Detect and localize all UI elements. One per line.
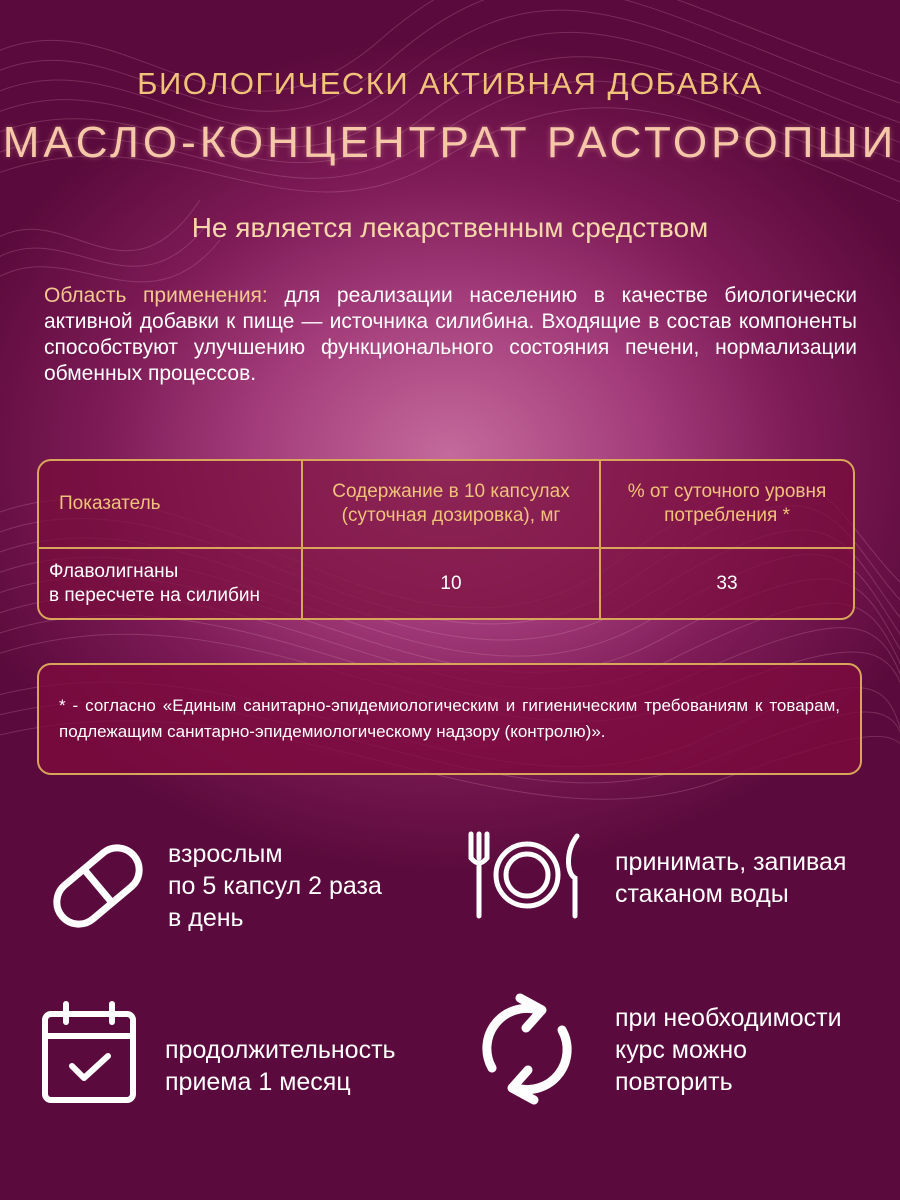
dosage-text: взрослым по 5 капсул 2 раза в день xyxy=(168,840,382,932)
cell-daily-percent: 33 xyxy=(599,549,853,618)
repeat-arrows-icon xyxy=(468,990,586,1108)
header-daily-percent: % от суточного уровня потребления * xyxy=(599,461,853,547)
header-indicator: Показатель xyxy=(59,493,161,514)
cell-indicator: Флаволигнаны в пересчете на силибин xyxy=(49,560,260,606)
calendar-check-icon xyxy=(40,1000,138,1106)
scope-label: Область применения: xyxy=(44,284,268,307)
intake-text: принимать, запивая стаканом воды xyxy=(615,848,847,908)
table-row xyxy=(39,547,853,618)
footnote-text: * - согласно «Единым санитарно-эпидемиологическим и гигиеническим требованиям к товарам, подлежащим санитарно-эпидемиологическому надзору (контролю)». xyxy=(59,696,840,741)
application-scope xyxy=(44,283,857,387)
cell-content: 10 xyxy=(301,549,599,618)
not-drug-notice: Не является лекарственным средством xyxy=(191,212,709,243)
composition-table xyxy=(37,459,855,620)
scope-text: для реализации населению в качестве биологически активной добавки к пище — источника силибина. Входящие в состав компоненты способствуют улучшению функционального состояния печени, нормализации обменных процессов. xyxy=(44,284,858,385)
table-header-row xyxy=(39,461,853,547)
capsule-icon xyxy=(45,838,151,934)
duration-text: продолжительность приема 1 месяц xyxy=(165,1036,396,1096)
product-title: МАСЛО-КОНЦЕНТРАТ РАСТОРОПШИ xyxy=(2,118,898,167)
product-category: БИОЛОГИЧЕСКИ АКТИВНАЯ ДОБАВКА xyxy=(137,66,763,101)
repeat-text: при необходимости курс можно повторить xyxy=(615,1004,842,1096)
fork-plate-knife-icon xyxy=(465,830,590,922)
footnote-box xyxy=(37,663,862,775)
header-content: Содержание в 10 капсулах (суточная дозировка), мг xyxy=(301,461,599,547)
